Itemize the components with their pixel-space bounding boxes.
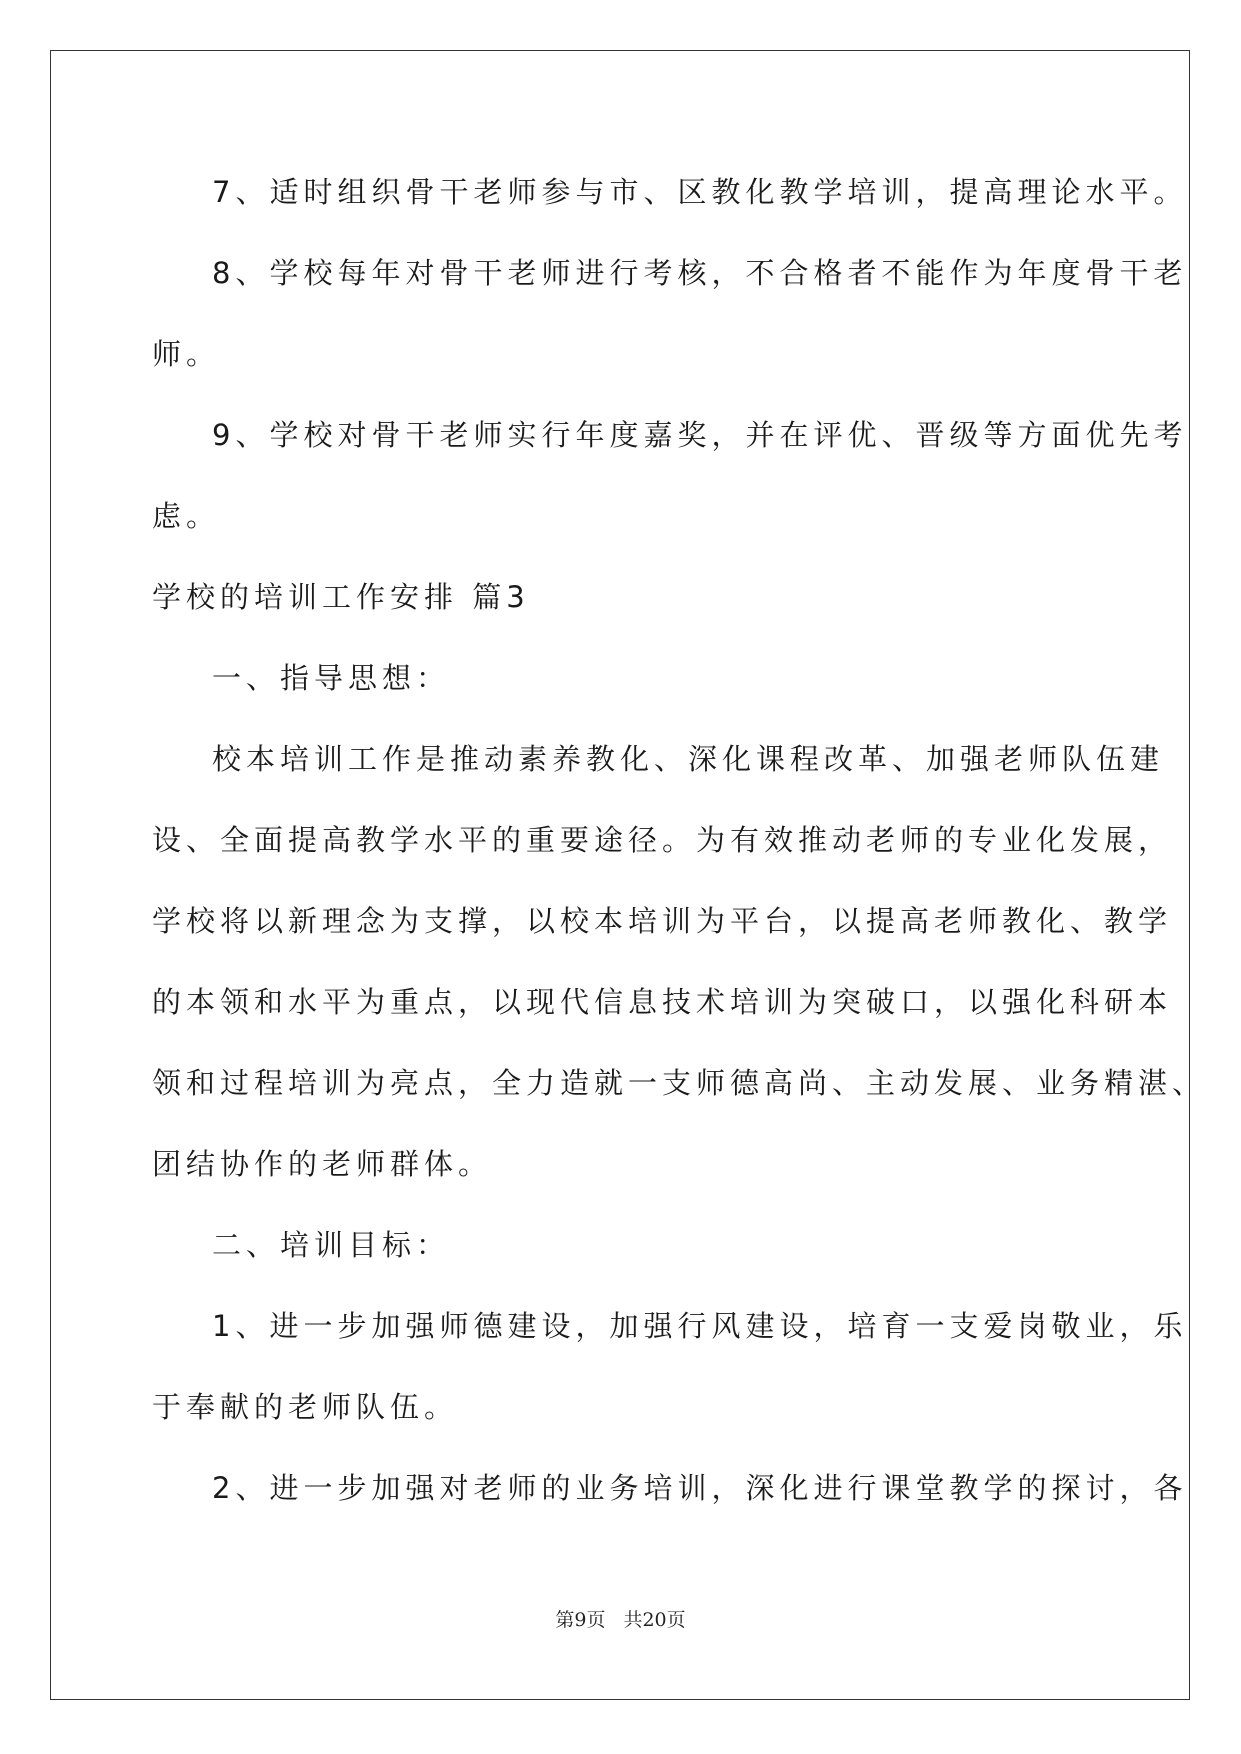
paragraph-line: 8、学校每年对骨干老师进行考核，不合格者不能作为年度骨干老 <box>212 256 1188 290</box>
subsection-heading: 一、指导思想： <box>212 661 451 695</box>
subsection-heading: 二、培训目标： <box>212 1228 451 1262</box>
page-border <box>50 50 1190 1700</box>
page-number: 第9页 <box>555 1609 606 1631</box>
paragraph-line: 校本培训工作是推动素养教化、深化课程改革、加强老师队伍建 <box>212 742 1165 776</box>
paragraph-line: 师。 <box>152 337 221 371</box>
paragraph-line: 设、全面提高教学水平的重要途径。为有效推动老师的专业化发展， <box>152 823 1173 857</box>
paragraph-line: 团结协作的老师群体。 <box>152 1147 493 1181</box>
page-footer <box>0 1608 1241 1632</box>
paragraph-line: 2、进一步加强对老师的业务培训，深化进行课堂教学的探讨，各 <box>212 1471 1188 1505</box>
paragraph-line: 9、学校对骨干老师实行年度嘉奖，并在评优、晋级等方面优先考 <box>212 418 1188 452</box>
paragraph-line: 于奉献的老师队伍。 <box>152 1390 459 1424</box>
section-heading: 学校的培训工作安排 篇3 <box>152 580 530 614</box>
paragraph-line: 领和过程培训为亮点，全力造就一支师德高尚、主动发展、业务精湛、 <box>152 1066 1207 1100</box>
paragraph-line: 虑。 <box>152 499 221 533</box>
page-total: 共20页 <box>623 1609 686 1631</box>
paragraph-line: 7、适时组织骨干老师参与市、区教化教学培训，提高理论水平。 <box>212 175 1188 209</box>
paragraph-line: 1、进一步加强师德建设，加强行风建设，培育一支爱岗敬业，乐 <box>212 1309 1188 1343</box>
paragraph-line: 学校将以新理念为支撑，以校本培训为平台，以提高老师教化、教学 <box>152 904 1173 938</box>
paragraph-line: 的本领和水平为重点，以现代信息技术培训为突破口，以强化科研本 <box>152 985 1173 1019</box>
